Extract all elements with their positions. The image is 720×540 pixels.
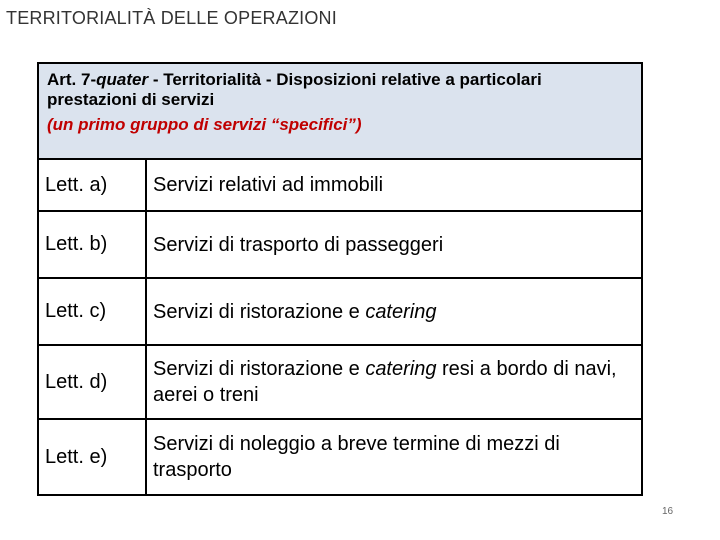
page-number: 16	[662, 506, 674, 517]
row-text: Servizi di ristorazione e	[153, 300, 366, 323]
header-article-suffix: - Territorialità - Disposizioni relative a particolari prestazioni di servizi	[47, 70, 542, 109]
row-text: Servizi di ristorazione e	[153, 358, 366, 380]
row-description	[147, 212, 641, 277]
row-text: Servizi di noleggio a breve termine di mezzi di trasporto	[153, 433, 560, 481]
services-table	[37, 62, 643, 496]
row-letter: Lett. d)	[39, 346, 147, 418]
row-letter: Lett. a)	[39, 160, 147, 210]
header-subtitle: (un primo gruppo di servizi “specifici”)	[47, 115, 362, 134]
row-letter: Lett. b)	[39, 212, 147, 277]
page-title: TERRITORIALITÀ DELLE OPERAZIONI	[6, 8, 337, 28]
row-description	[147, 420, 641, 494]
header-article-italic: quater	[96, 70, 149, 89]
table-header	[39, 64, 641, 160]
row-letter: Lett. e)	[39, 420, 147, 494]
table-row	[39, 279, 641, 346]
row-text: Servizi di trasporto di passeggeri	[153, 233, 444, 256]
table-row	[39, 160, 641, 212]
table-row	[39, 212, 641, 279]
row-text: Servizi relativi ad immobili	[153, 174, 384, 196]
row-letter: Lett. c)	[39, 279, 147, 344]
table-row	[39, 346, 641, 420]
table-row	[39, 420, 641, 494]
row-text-after: resi a bordo di navi, aerei o treni	[153, 358, 617, 406]
row-text-italic: catering	[365, 300, 437, 323]
header-article-prefix: Art. 7-	[47, 70, 97, 89]
header-article	[47, 70, 633, 110]
row-description	[147, 279, 641, 344]
row-description	[147, 160, 641, 210]
row-text-italic: catering	[365, 358, 437, 380]
row-description	[147, 346, 641, 418]
